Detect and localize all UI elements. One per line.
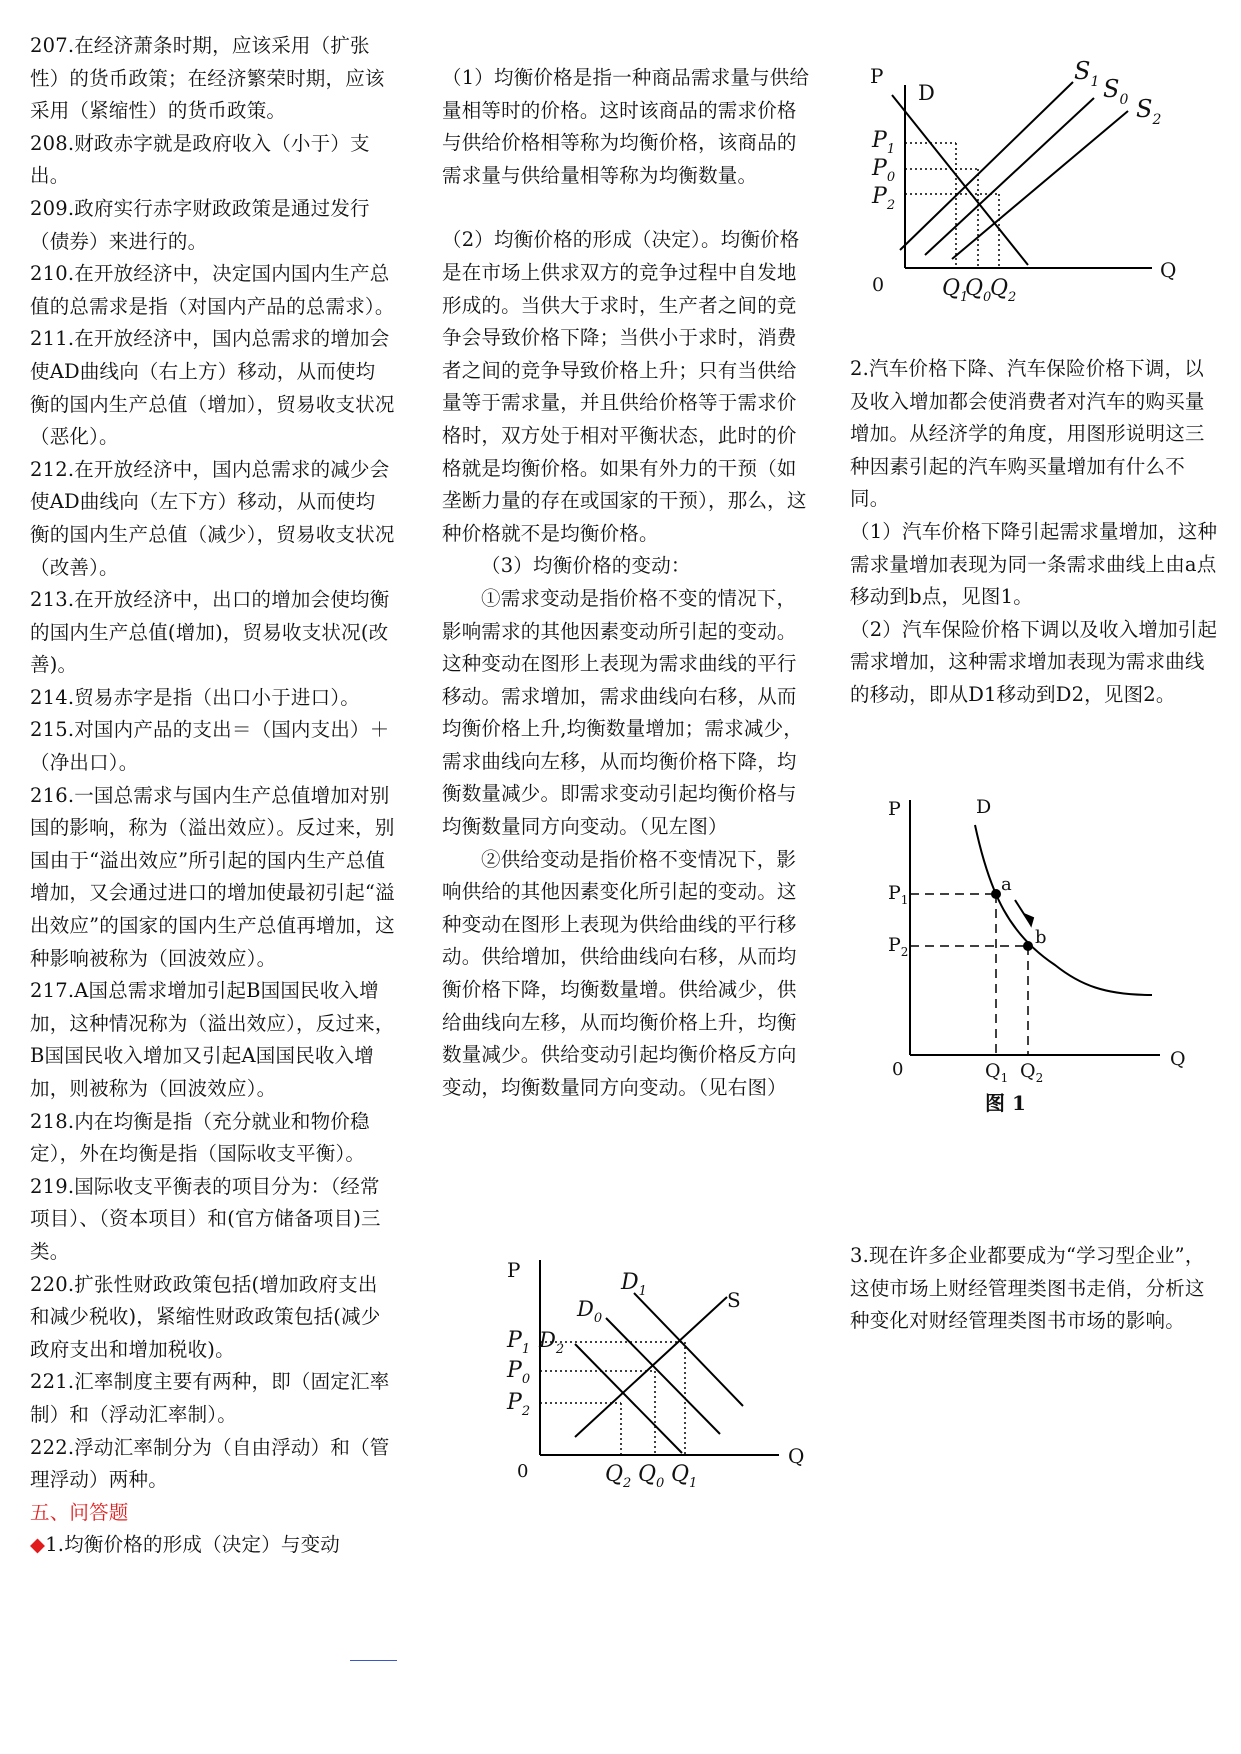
item-211: 211.在开放经济中，国内总需求的增加会使AD曲线向（右上方）移动，从而使均衡的国内生产总值（增加），贸易收支状况（恶化）。 xyxy=(30,327,395,449)
q2-label: $Q_2$ xyxy=(605,1462,632,1491)
item-213: 213.在开放经济中，出口的增加会使均衡的国内生产总值(增加)，贸易收支状况(改善)。 xyxy=(30,588,390,677)
q1-label: $Q_1$ xyxy=(671,1462,698,1491)
supply-shift-figure xyxy=(860,55,1180,320)
item-218: 218.内在均衡是指（充分就业和物价稳定），外在均衡是指（国际收支平衡）。 xyxy=(30,1109,370,1166)
item-208: 208.财政赤字就是政府收入（小于）支出。 xyxy=(30,131,370,188)
demand-label: D xyxy=(918,81,935,105)
supply-curve-s1 xyxy=(900,82,1073,250)
diamond-bullet-icon: ◆ xyxy=(30,1533,46,1557)
d0-label: $D_0$ xyxy=(577,1297,603,1326)
left-column xyxy=(30,30,395,1562)
q1-label: $Q_1$ xyxy=(985,1060,1009,1085)
q1-label: $Q_1$ xyxy=(942,276,969,305)
question-1-text: 1.均衡价格的形成（决定）与变动 xyxy=(45,1533,341,1557)
item-216: 216.一国总需求与国内生产总值增加对别国的影响，称为（溢出效应）。反过来，别国由于“溢出效应”所引起的国内生产总值增加，又会通过进口的增加使最初引起“溢出效应”的国家的国内生产总值再增加，这种影响被称为（回波效应）。 xyxy=(30,783,395,970)
item-209: 209.政府实行赤字财政政策是通过发行（债券）来进行的。 xyxy=(30,196,370,253)
p0-label: $P_0$ xyxy=(507,1358,531,1387)
figure-caption: 图 1 xyxy=(985,1091,1026,1115)
figure-1-demand-curve xyxy=(880,785,1210,1130)
d2-label: $D_2$ xyxy=(539,1328,565,1357)
demand-shift-figure xyxy=(495,1255,815,1510)
answer-2-part-1: （1）汽车价格下降引起需求量增加，这种需求量增加表现为同一条需求曲线上由a点移动到b点，见图1。 xyxy=(850,519,1218,609)
item-222: 222.浮动汇率制分为（自由浮动）和（管理浮动）两种。 xyxy=(30,1435,390,1492)
item-207: 207.在经济萧条时期，应该采用（扩张性）的货币政策；在经济繁荣时期，应该采用（紧缩性）的货币政策。 xyxy=(30,34,385,123)
question-2: 2.汽车价格下降、汽车保险价格下调，以及收入增加都会使消费者对汽车的购买量增加。从经济学的角度，用图形说明这三种因素引起的汽车购买量增加有什么不同。 xyxy=(850,357,1205,511)
right-column xyxy=(850,353,1220,712)
origin-label: 0 xyxy=(872,274,885,296)
p1-label: $P_1$ xyxy=(888,882,909,907)
item-217: 217.A国总需求增加引起B国国民收入增加，这种情况称为（溢出效应），反过来，B国国民收入增加又引起A国国民收入增加，则被称为（回波效应）。 xyxy=(30,979,395,1100)
point-b xyxy=(1023,941,1033,951)
item-221: 221.汇率制度主要有两种，即（固定汇率制）和（浮动汇率制）。 xyxy=(30,1370,390,1426)
question-1 xyxy=(30,1529,395,1562)
origin-label: 0 xyxy=(892,1059,904,1080)
answer-1-part-2: （2）均衡价格的形成（决定）。均衡价格是在市场上供求双方的竞争过程中自发地形成的。当供大于求时，生产者之间的竞争会导致价格下降；当供小于求时，消费者之间的竞争导致价格上升；只有当供给量等于需求量，并且供给价格等于需求价格时，双方处于相对平衡状态，此时的价格就是均衡价格。如果有外力的干预（如垄断力量的存在或国家的干预），那么，这种价格就不是均衡价格。 xyxy=(442,228,807,545)
point-b-label: b xyxy=(1035,927,1047,948)
item-219: 219.国际收支平衡表的项目分为：（经常项目）、（资本项目）和(官方储备项目)三类。 xyxy=(30,1174,381,1263)
s1-label: $S_1$ xyxy=(1074,57,1100,90)
origin-label: 0 xyxy=(517,1461,529,1482)
q0-label: $Q_0$ xyxy=(638,1462,665,1491)
middle-column xyxy=(442,62,812,1104)
demand-curve xyxy=(975,825,1152,995)
demand-curve xyxy=(892,95,1028,265)
p2-label: $P_2$ xyxy=(888,934,909,959)
p-axis-label: P xyxy=(507,1258,521,1282)
point-a-label: a xyxy=(1001,874,1012,895)
q-axis-label: Q xyxy=(1170,1048,1186,1070)
q0-label: $Q_0$ xyxy=(965,276,992,305)
blank-underline xyxy=(350,1660,397,1661)
item-210: 210.在开放经济中，决定国内国内生产总值的总需求是指（对国内产品的总需求）。 xyxy=(30,262,395,318)
demand-curve-d0 xyxy=(606,1318,720,1434)
answer-1-demand-change: ①需求变动是指价格不变的情况下，影响需求的其他因素变动所引起的变动。这种变动在图形上表现为需求曲线的平行移动。需求增加，需求曲线向右移，从而均衡价格上升,均衡数量增加；需求减少，需求曲线向左移，从而均衡价格下降，均衡数量减少。即需求变动引起均衡价格与均衡数量同方向变动。（见左图） xyxy=(442,586,803,839)
demand-label: D xyxy=(976,796,992,818)
item-212: 212.在开放经济中，国内总需求的减少会使AD曲线向（左下方）移动，从而使均衡的国内生产总值（减少），贸易收支状况（改善）。 xyxy=(30,457,395,579)
q-axis-label: Q xyxy=(788,1444,805,1468)
s2-label: $S_2$ xyxy=(1136,95,1162,128)
q2-label: $Q_2$ xyxy=(1020,1060,1044,1085)
q2-label: $Q_2$ xyxy=(990,276,1017,305)
point-a xyxy=(991,889,1001,899)
section-heading: 五、问答题 xyxy=(30,1500,129,1524)
question-3: 3.现在许多企业都要成为“学习型企业”，这使市场上财经管理类图书走俏，分析这种变化对财经管理类图书市场的影响。 xyxy=(850,1244,1205,1333)
item-220: 220.扩张性财政政策包括(增加政府支出和减少税收)，紧缩性财政政策包括(减少政府支出和增加税收)。 xyxy=(30,1272,381,1361)
supply-curve-s0 xyxy=(925,98,1094,255)
p1-label: $P_1$ xyxy=(507,1328,531,1357)
item-214: 214.贸易赤字是指（出口小于进口）。 xyxy=(30,685,360,709)
d1-label: $D_1$ xyxy=(621,1270,647,1299)
answer-2-part-2: （2）汽车保险价格下调以及收入增加引起需求增加，这种需求增加表现为需求曲线的移动，即从D1移动到D2，见图2。 xyxy=(850,617,1218,706)
p-axis-label: P xyxy=(870,64,884,88)
answer-1-part-3-title: （3）均衡价格的变动： xyxy=(481,554,691,578)
p-axis-label: P xyxy=(888,798,901,820)
p2-label: $P_2$ xyxy=(872,184,896,213)
answer-1-supply-change: ②供给变动是指价格不变情况下，影响供给的其他因素变化所引起的变动。这种变动在图形上表现为供给曲线的平行移动。供给增加，供给曲线向右移，从而均衡价格下降，均衡数量增。供给减少，供给曲线向左移，从而均衡价格上升，均衡数量减少。供给变动引起均衡价格反方向变动，均衡数量同方向变动。（见右图） xyxy=(442,847,797,1099)
question-3-block xyxy=(850,1240,1220,1338)
p1-label: $P_1$ xyxy=(872,128,896,157)
p0-label: $P_0$ xyxy=(872,156,896,185)
supply-label: S xyxy=(727,1288,741,1312)
demand-curve-d2 xyxy=(575,1344,682,1453)
item-215: 215.对国内产品的支出＝（国内支出）＋（净出口）。 xyxy=(30,718,390,775)
answer-1-part-1: （1）均衡价格是指一种商品需求量与供给量相等时的价格。这时该商品的需求价格与供给价格相等称为均衡价格，该商品的需求量与供给量相等称为均衡数量。 xyxy=(442,66,810,187)
q-axis-label: Q xyxy=(1160,258,1177,282)
p2-label: $P_2$ xyxy=(507,1390,531,1419)
s0-label: $S_0$ xyxy=(1103,75,1129,108)
